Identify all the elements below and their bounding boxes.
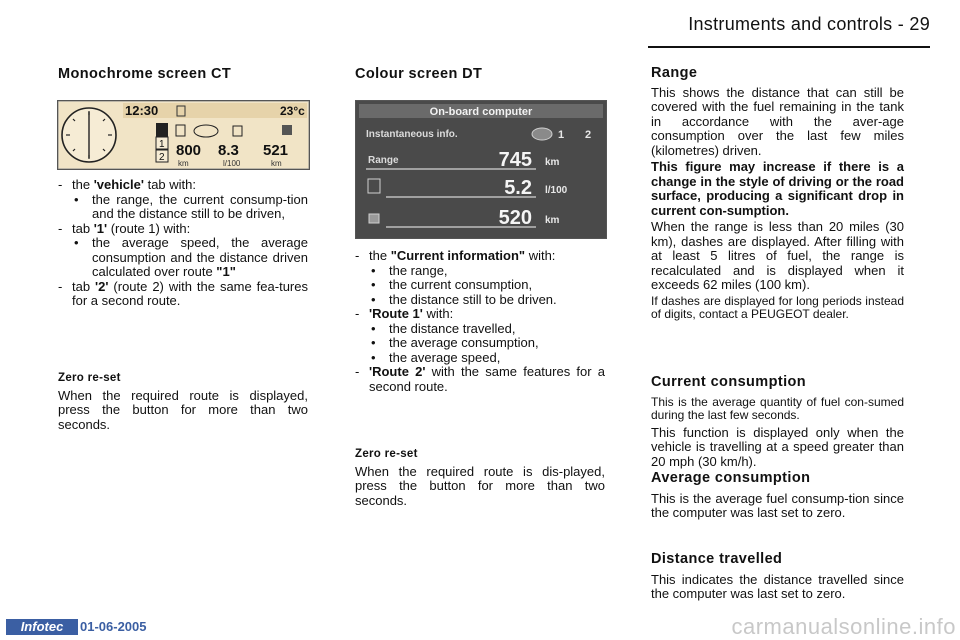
zero-reset-heading: Zero re-set xyxy=(58,372,121,384)
current-consumption-text: This function is displayed only when the vehicle is travelling at a speed greater than 20 mph (30 km/h). xyxy=(651,424,904,469)
middle-list xyxy=(355,249,605,394)
list-subitem: • the range, the current consump-tion and the distance still to be driven, xyxy=(74,191,308,221)
list-item: - the 'vehicle' tab with: xyxy=(58,177,196,192)
distance-travelled-heading: Distance travelled xyxy=(651,551,783,567)
colour-tab-1: 1 xyxy=(558,129,565,141)
zero-reset-text: When the required route is displayed, press the button for more than two seconds. xyxy=(58,387,308,432)
list-subitem: • the average speed, the average consumption and the distance driven calculated over route "1" xyxy=(74,235,308,279)
current-consumption-section xyxy=(651,375,904,469)
footer-date: 01-06-2005 xyxy=(80,619,147,634)
header-rule xyxy=(648,46,930,48)
range-paragraph: When the range is less than 20 miles (30 km), dashes are displayed. After filling with at least 5 litres of fuel, the range is recalculated and is displayed when it exceeds 62 miles (100 km). xyxy=(651,219,904,292)
mono-unit-3: km xyxy=(271,159,282,168)
list-subitem: • the average consumption, xyxy=(371,335,539,350)
colour-cons-unit: l/100 xyxy=(545,185,568,196)
middle-column xyxy=(355,67,605,82)
list-item: - 'Route 1' with: xyxy=(355,306,454,321)
colour-range-label: Range xyxy=(368,155,399,166)
colour-info-label: Instantaneous info. xyxy=(366,129,458,140)
list-subitem: • the current consumption, xyxy=(371,277,533,292)
mono-screen-heading: Monochrome screen CT xyxy=(58,66,232,82)
list-item: - tab '2' (route 2) with the same fea-tures for a second route. xyxy=(58,278,308,308)
left-zero-reset xyxy=(58,371,308,432)
mono-cons: 8.3 xyxy=(218,142,239,159)
colour-cons-value: 5.2 xyxy=(504,177,532,199)
list-item: - the "Current information" with: xyxy=(355,248,556,263)
list-item: - tab '1' (route 1) with: xyxy=(58,220,191,236)
colour-screen-heading: Colour screen DT xyxy=(355,66,483,82)
mono-unit-2: l/100 xyxy=(223,159,241,168)
colour-range-value: 745 xyxy=(498,149,532,171)
colour-screen-title: On-board computer xyxy=(429,106,533,118)
colour-screen-image xyxy=(355,100,607,239)
current-consumption-heading: Current consumption xyxy=(651,374,807,390)
list-item: - 'Route 2' with the same features for a second route. xyxy=(355,364,605,394)
colour-dist-unit: km xyxy=(545,215,560,226)
left-column xyxy=(58,67,308,82)
distance-travelled-text: This indicates the distance travelled since the computer was last set to zero. xyxy=(651,571,904,601)
average-consumption-text: This is the average fuel consump-tion since the computer was last set to zero. xyxy=(651,490,904,520)
flag-icon xyxy=(369,214,379,223)
mono-tab-1: 1 xyxy=(159,139,165,150)
middle-zero-reset xyxy=(355,447,605,508)
mono-dist: 521 xyxy=(263,142,289,159)
page-title: Instruments and controls - 29 xyxy=(688,14,930,34)
colour-dist-value: 520 xyxy=(498,207,532,229)
range-note: If dashes are displayed for long periods instead of digits, contact a PEUGEOT dealer. xyxy=(651,293,904,321)
mono-unit-1: km xyxy=(178,159,189,168)
monochrome-screen-image xyxy=(57,100,310,170)
tab-icon xyxy=(532,128,552,140)
watermark: carmanualsonline.info xyxy=(731,614,956,639)
mono-tab-2: 2 xyxy=(159,152,165,163)
zero-reset-text: When the required route is dis-played, press the button for more than two seconds. xyxy=(355,463,605,508)
mono-temp: 23°c xyxy=(280,104,305,118)
colour-range-unit: km xyxy=(545,157,560,168)
current-consumption-text: This is the average quantity of fuel con-sumed during the last few seconds. xyxy=(651,394,904,422)
zero-reset-heading: Zero re-set xyxy=(355,448,418,460)
right-column xyxy=(651,66,904,322)
infotec-logo: Infotec xyxy=(6,619,78,635)
average-consumption-heading: Average consumption xyxy=(651,470,811,486)
range-heading: Range xyxy=(651,65,698,81)
mono-range: 800 xyxy=(176,142,202,159)
list-subitem: • the average speed, xyxy=(371,349,501,365)
range-warning: This figure may increase if there is a change in the style of driving or the road surface, producing a significant drop in current con-sumption. xyxy=(651,159,904,218)
mono-time: 12:30 xyxy=(125,103,159,118)
range-paragraph: This shows the distance that can still be covered with the fuel remaining in the tank in accordance with the aver-age consumption over the last few miles (kilometres) driven. xyxy=(651,84,904,158)
flag-icon xyxy=(282,125,292,135)
distance-travelled-section xyxy=(651,552,904,602)
colour-tab-2: 2 xyxy=(585,129,592,141)
list-subitem: • the distance travelled, xyxy=(371,320,516,336)
list-subitem: • the range, xyxy=(371,262,448,278)
list-subitem: • the distance still to be driven. xyxy=(371,291,557,307)
left-list xyxy=(58,178,308,309)
average-consumption-section xyxy=(651,471,904,521)
